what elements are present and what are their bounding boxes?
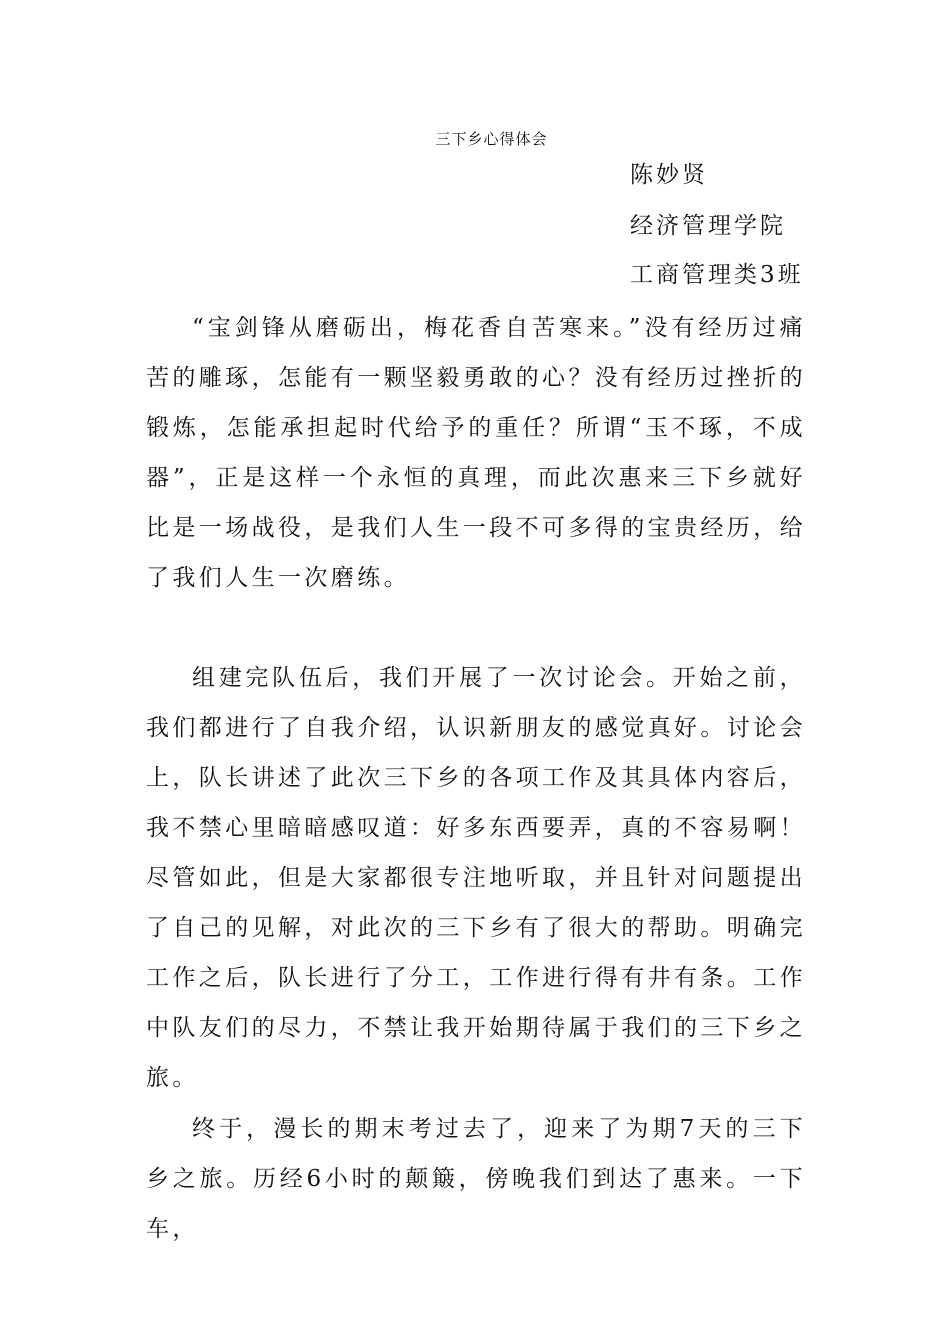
author-class: 工商管理类3班 [630,262,804,288]
paragraph-1: “宝剑锋从磨砺出，梅花香自苦寒来。”没有经历过痛苦的雕琢，怎能有一颗坚毅勇敢的心？没有经历过挫折的锻炼，怎能承担起时代给予的重任？所谓“玉不琢，不成器”，正是这样一个永恒的真理，而此次惠来三下乡就好比是一场战役，是我们人生一段不可多得的宝贵经历，给了我们人生一次磨练。 [146,315,806,591]
author-college: 经济管理学院 [630,213,786,239]
paragraph-3: 终于，漫长的期末考过去了，迎来了为期7天的三下乡之旅。历经6小时的颠簸，傍晚我们到达了惠来。一下车， [146,1116,806,1242]
paragraph-2: 组建完队伍后，我们开展了一次讨论会。开始之前，我们都进行了自我介绍，认识新朋友的感觉真好。讨论会上，队长讲述了此次三下乡的各项工作及其具体内容后，我不禁心里暗暗感叹道：好多东西要弄，真的不容易啊！尽管如此，但是大家都很专注地听取，并且针对问题提出了自己的见解，对此次的三下乡有了很大的帮助。明确完工作之后，队长进行了分工，工作进行得有井有条。工作中队友们的尽力，不禁让我开始期待属于我们的三下乡之旅。 [146,665,806,1091]
author-name: 陈妙贤 [630,162,708,188]
document-title: 三下乡心得体会 [435,130,548,148]
